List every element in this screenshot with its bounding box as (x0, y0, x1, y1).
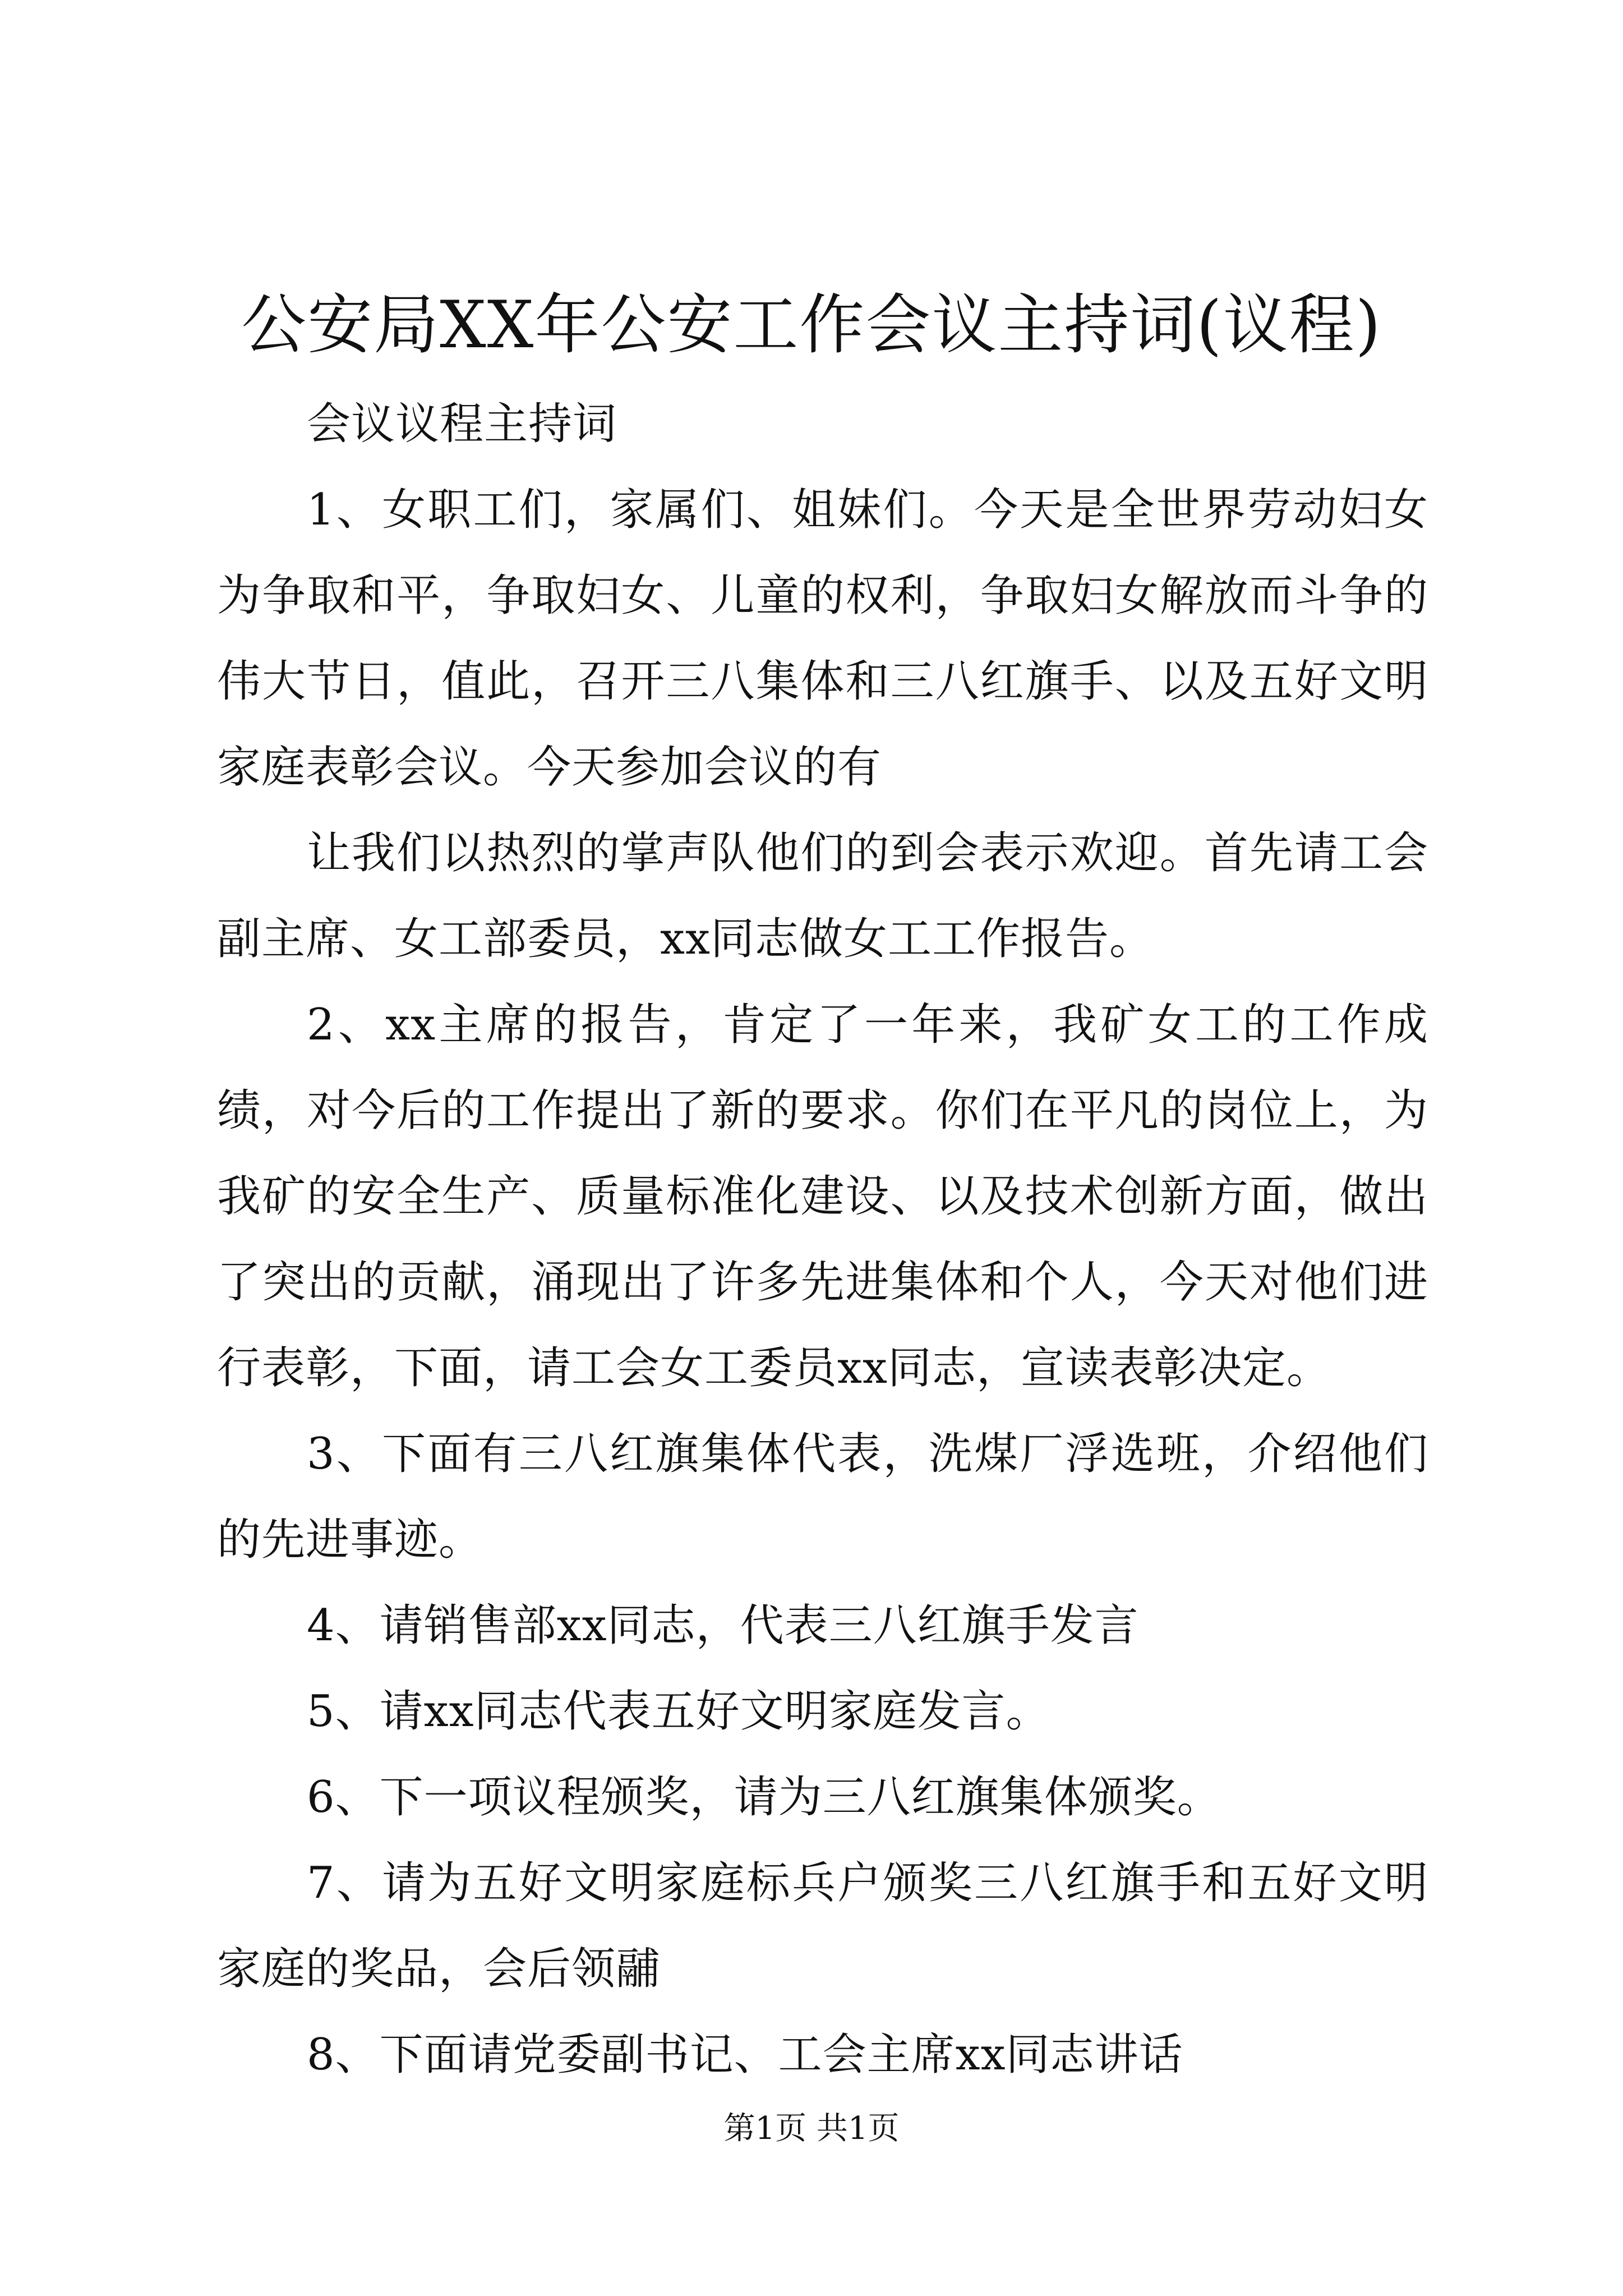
paragraph-welcome: 让我们以热烈的掌声队他们的到会表示欢迎。首先请工会副主席、女工部委员，xx同志做女工工作报告。 (217, 828, 1428, 964)
paragraph-item-2: 2、xx主席的报告，肯定了一年来，我矿女工的工作成绩，对今后的工作提出了新的要求。你们在平凡的岗位上，为我矿的安全生产、质量标准化建设、以及技术创新方面，做出了突出的贡献，涌现出了许多先进集体和个人，今天对他们进行表彰，下面，请工会女工委员xx同志，宣读表彰决定。 (217, 1000, 1428, 1393)
paragraph-heading: 会议议程主持词 (307, 399, 617, 449)
page-footer: 第1页 共1页 (723, 2110, 900, 2147)
document-title: 公安局XX年公安工作会议主持词(议程) (241, 287, 1382, 363)
paragraph-item-7: 7、请为五好文明家庭标兵户颁奖三八红旗手和五好文明家庭的奖品，会后领鬴 (217, 1858, 1428, 1994)
paragraph-item-8: 8、下面请党委副书记、工会主席xx同志讲话 (307, 2030, 1183, 2080)
document-body (217, 381, 1428, 2098)
paragraph-item-6: 6、下一项议程颁奖，请为三八红旗集体颁奖。 (307, 1772, 1221, 1823)
paragraph-item-4: 4、请销售部xx同志，代表三八红旗手发言 (307, 1600, 1139, 1651)
paragraph-item-3: 3、下面有三八红旗集体代表，洗煤厂浮选班，介绍他们的先进事迹。 (217, 1429, 1428, 1565)
paragraph-item-1: 1、女职工们，家属们、姐妹们。今天是全世界劳动妇女为争取和平，争取妇女、儿童的权利，争取妇女解放而斗争的伟大节日，值此，召开三八集体和三八红旗手、以及五好文明家庭表彰会议。今天参加会议的有 (217, 485, 1428, 793)
paragraph-item-5: 5、请xx同志代表五好文明家庭发言。 (307, 1686, 1050, 1737)
